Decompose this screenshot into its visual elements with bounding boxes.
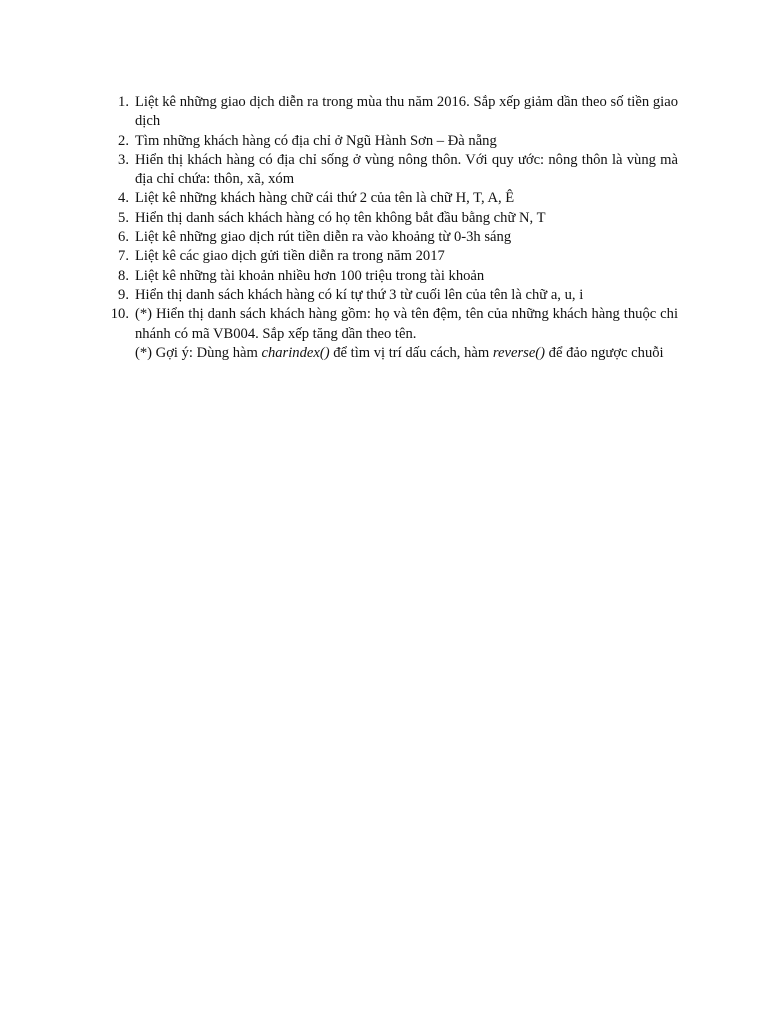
item-number: 6. [118, 229, 129, 246]
hint-middle: để tìm vị trí dấu cách, hàm [329, 344, 493, 361]
item-text: Liệt kê những tài khoản nhiều hơn 100 triệu trong tài khoản [135, 267, 485, 284]
exercise-list [104, 93, 678, 363]
item-text: Tìm những khách hàng có địa chỉ ở Ngũ Hành Sơn – Đà nẵng [135, 132, 497, 149]
list-item [104, 151, 678, 190]
item-text: (*) Hiển thị danh sách khách hàng gồm: họ và tên đệm, tên của những khách hàng thuộc chi nhánh có mã VB004. Sắp xếp tăng dần theo tên. [135, 306, 678, 342]
item-number: 8. [118, 267, 129, 284]
hint-prefix: (*) Gợi ý: Dùng hàm [135, 344, 262, 361]
hint-function-charindex: charindex() [261, 344, 330, 361]
list-item [104, 228, 678, 247]
item-number: 10. [110, 306, 129, 323]
item-number: 1. [118, 94, 129, 110]
item-text: Liệt kê những giao dịch diễn ra trong mùa thu năm 2016. Sắp xếp giảm dần theo số tiền giao dịch [135, 94, 678, 130]
list-item [104, 93, 678, 132]
list-item [104, 189, 678, 208]
hint-text [135, 344, 678, 363]
list-item [104, 132, 678, 151]
hint-note [104, 344, 678, 363]
hint-function-reverse: reverse() [492, 344, 546, 361]
hint-suffix: để đảo ngược chuỗi [545, 344, 664, 361]
item-number: 9. [118, 286, 129, 303]
list-item [104, 247, 678, 266]
item-text: Hiển thị danh sách khách hàng có họ tên không bắt đầu bằng chữ N, T [135, 209, 546, 226]
item-text: Hiển thị danh sách khách hàng có kí tự thứ 3 từ cuối lên của tên là chữ a, u, i [135, 286, 584, 303]
list-item [104, 209, 678, 228]
list-item [104, 286, 678, 305]
item-text: Liệt kê những giao dịch rút tiền diễn ra vào khoảng từ 0-3h sáng [135, 229, 512, 246]
item-text: Liệt kê những khách hàng chữ cái thứ 2 của tên là chữ H, T, A, Ê [135, 190, 515, 207]
item-number: 5. [118, 209, 129, 226]
item-number: 4. [118, 190, 129, 207]
list-item [104, 305, 678, 344]
list-item [104, 267, 678, 286]
item-text: Hiển thị khách hàng có địa chỉ sống ở vùng nông thôn. Với quy ước: nông thôn là vùng mà địa chỉ chứa: thôn, xã, xóm [135, 151, 678, 188]
item-number: 7. [118, 248, 129, 265]
item-text: Liệt kê các giao dịch gửi tiền diễn ra trong năm 2017 [135, 248, 445, 265]
item-number: 2. [118, 132, 129, 149]
item-number: 3. [118, 151, 129, 168]
